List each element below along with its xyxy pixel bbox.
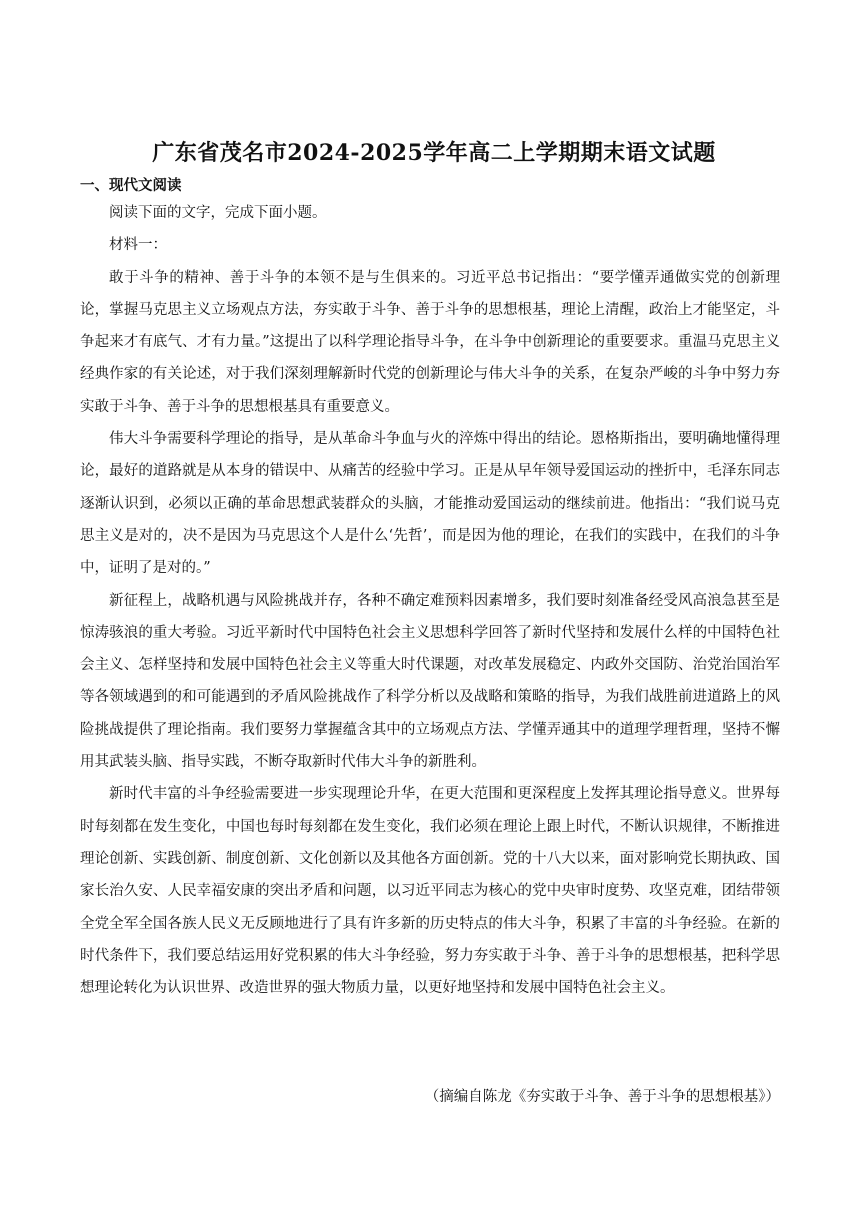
passage-paragraph: 伟大斗争需要科学理论的指导，是从革命斗争血与火的淬炼中得出的结论。恩格斯指出，要明确地懂得理论，最好的道路就是从本身的错误中、从痛苦的经验中学习。正是从早年领导爱国运动的挫折中，毛泽东同志逐渐认识到，必须以正确的革命思想武装群众的头脑，才能推动爱国运动的继续前进。他指出：“我们说马克思主义是对的，决不是因为马克思这个人是什么‘先哲’，而是因为他的理论，在我们的实践中，在我们的斗争中，证明了是对的。” <box>80 431 780 577</box>
instruction-text: 阅读下面的文字，完成下面小题。 <box>109 205 327 221</box>
passage-paragraph: 新时代丰富的斗争经验需要进一步实现理论升华，在更大范围和更深程度上发挥其理论指导意义。世界每时每刻都在发生变化，中国也每时每刻都在发生变化，我们必须在理论上跟上时代，不断认识规律，不断推进理论创新、实践创新、制度创新、文化创新以及其他各方面创新。党的十八大以来，面对影响党长期执政、国家长治久安、人民幸福安康的突出矛盾和问题，以习近平同志为核心的党中央审时度势、攻坚克难，团结带领全党全军全国各族人民义无反顾地进行了具有许多新的历史特点的伟大斗争，积累了丰富的斗争经验。在新的时代条件下，我们要总结运用好党积累的伟大斗争经验，努力夯实敢于斗争、善于斗争的思想根基，把科学思想理论转化为认识世界、改造世界的强大物质力量，以更好地坚持和发展中国特色社会主义。 <box>80 786 780 997</box>
document-title: 广东省茂名市2024-2025学年高二上学期期末语文试题 <box>152 140 716 166</box>
source-citation: （摘编自陈龙《夯实敢于斗争、善于斗争的思想根基》） <box>424 1089 780 1105</box>
reading-passage <box>80 197 780 1004</box>
passage-paragraph: 新征程上，战略机遇与风险挑战并存，各种不确定难预料因素增多，我们要时刻准备经受风高浪急甚至是惊涛骇浪的重大考验。习近平新时代中国特色社会主义思想科学回答了新时代坚持和发展什么样的中国特色社会主义、怎样坚持和发展中国特色社会主义等重大时代课题，对改革发展稳定、内政外交国防、治党治国治军等各领域遇到的和可能遇到的矛盾风险挑战作了科学分析以及战略和策略的指导，为我们战胜前进道路上的风险挑战提供了理论指南。我们要努力掌握蕴含其中的立场观点方法、学懂弄通其中的道理学理哲理，坚持不懈用其武装头脑、指导实践，不断夺取新时代伟大斗争的新胜利。 <box>80 592 780 771</box>
section-heading: 一、现代文阅读 <box>80 178 182 194</box>
passage-paragraph: 敢于斗争的精神、善于斗争的本领不是与生俱来的。习近平总书记指出：“要学懂弄通做实党的创新理论，掌握马克思主义立场观点方法，夯实敢于斗争、善于斗争的思想根基，理论上清醒，政治上才能坚定，斗争起来才有底气、才有力量。”这提出了以科学理论指导斗争，在斗争中创新理论的重要要求。重温马克思主义经典作家的有关论述，对于我们深刻理解新时代党的创新理论与伟大斗争的关系，在复杂严峻的斗争中努力夯实敢于斗争、善于斗争的思想根基具有重要意义。 <box>80 269 780 415</box>
material-label: 材料一： <box>109 237 167 254</box>
